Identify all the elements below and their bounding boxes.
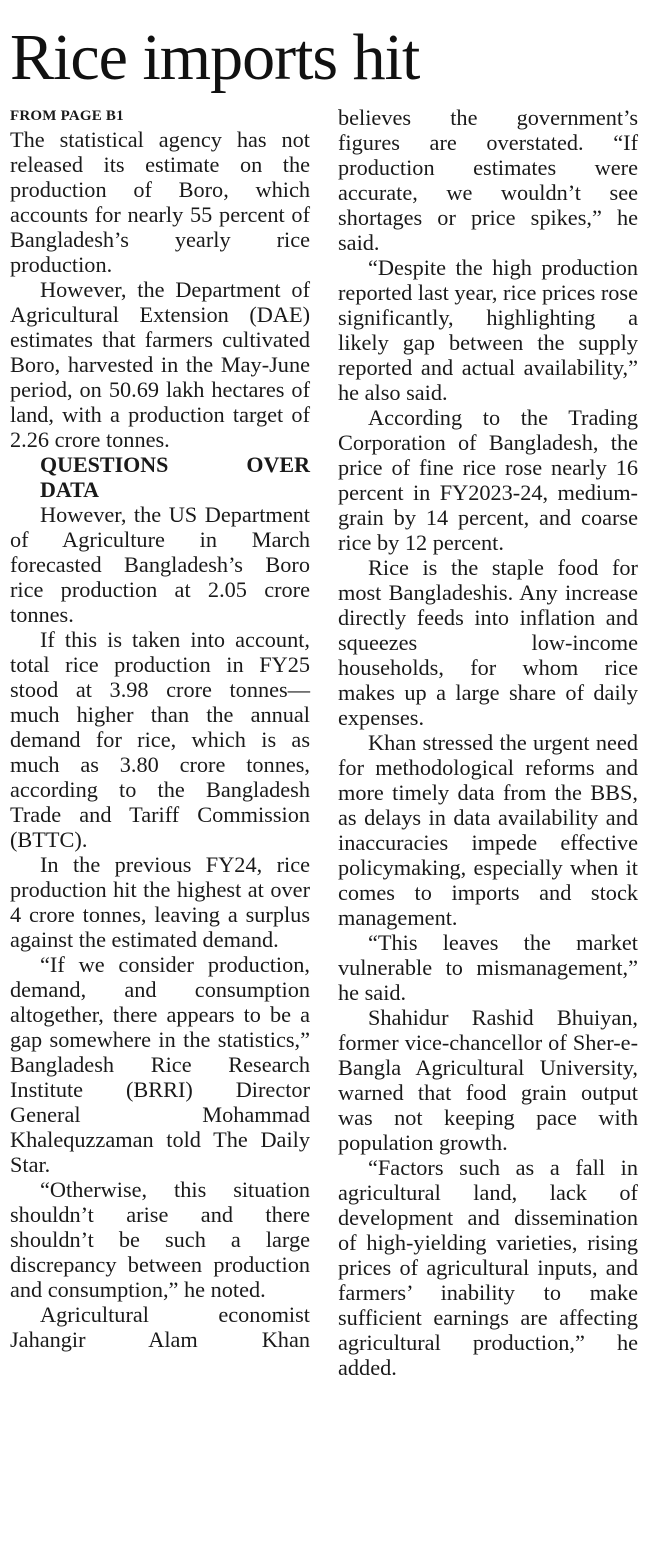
paragraph: Shahidur Rashid Bhuiyan, former vice-chancellor of Sher-e-Bangla Agricultural University, warned that food grain output was not keeping pace with population growth. [338,1005,638,1155]
headline: Rice imports hit [10,21,420,94]
paragraph: “Factors such as a fall in agricultural land, lack of development and dissemination of high-yielding varieties, rising prices of agricultural inputs, and farmers’ inability to make sufficient earnings are affecting agricultural production,” he added. [338,1155,638,1380]
paragraph: “Otherwise, this situation shouldn’t arise and there shouldn’t be such a large discrepancy between production and consumption,” he noted. [10,1177,310,1302]
paragraph: “If we consider production, demand, and consumption altogether, there appears to be a gap somewhere in the statistics,” Bangladesh Rice Research Institute (BRRI) Director General Mohammad Khalequzzaman told The Daily Star. [10,952,310,1177]
paragraph: However, the Department of Agricultural Extension (DAE) estimates that farmers cultivated Boro, harvested in the May-June period, on 50.69 lakh hectares of land, with a production target of 2.26 crore tonnes. [10,277,310,452]
paragraph: “This leaves the market vulnerable to mismanagement,” he said. [338,930,638,1005]
paragraph: If this is taken into account, total rice production in FY25 stood at 3.98 crore tonnes—much higher than the annual demand for rice, which is as much as 3.80 crore tonnes, according to the Bangladesh Trade and Tariff Commission (BTTC). [10,627,310,852]
paragraph: The statistical agency has not released its estimate on the production of Boro, which accounts for nearly 55 percent of Bangladesh’s yearly rice production. [10,127,310,277]
paragraph-continued: believes the government’s figures are overstated. “If production estimates were accurate, we wouldn’t see shortages or price spikes,” he said. [338,105,638,255]
paragraph: “Despite the high production reported last year, rice prices rose significantly, highlighting a likely gap between the supply reported and actual availability,” he also said. [338,255,638,405]
subhead-continued: DATA [40,477,100,502]
article-column-left [10,105,310,1352]
article-column-right [338,105,638,1380]
paragraph: Khan stressed the urgent need for methodological reforms and more timely data from the BBS, as delays in data availability and inaccuracies impede effective policymaking, especially when it comes to imports and stock management. [338,730,638,930]
subhead: QUESTIONS OVER [40,452,310,477]
paragraph: According to the Trading Corporation of Bangladesh, the price of fine rice rose nearly 16 percent in FY2023-24, medium-grain by 14 percent, and coarse rice by 12 percent. [338,405,638,555]
paragraph: However, the US Department of Agriculture in March forecasted Bangladesh’s Boro rice production at 2.05 crore tonnes. [10,502,310,627]
jump-line: FROM PAGE B1 [10,108,124,124]
paragraph: Agricultural economist Jahangir Alam Khan [10,1302,310,1352]
paragraph: In the previous FY24, rice production hit the highest at over 4 crore tonnes, leaving a surplus against the estimated demand. [10,852,310,952]
paragraph: Rice is the staple food for most Bangladeshis. Any increase directly feeds into inflation and squeezes low-income households, for whom rice makes up a large share of daily expenses. [338,555,638,730]
